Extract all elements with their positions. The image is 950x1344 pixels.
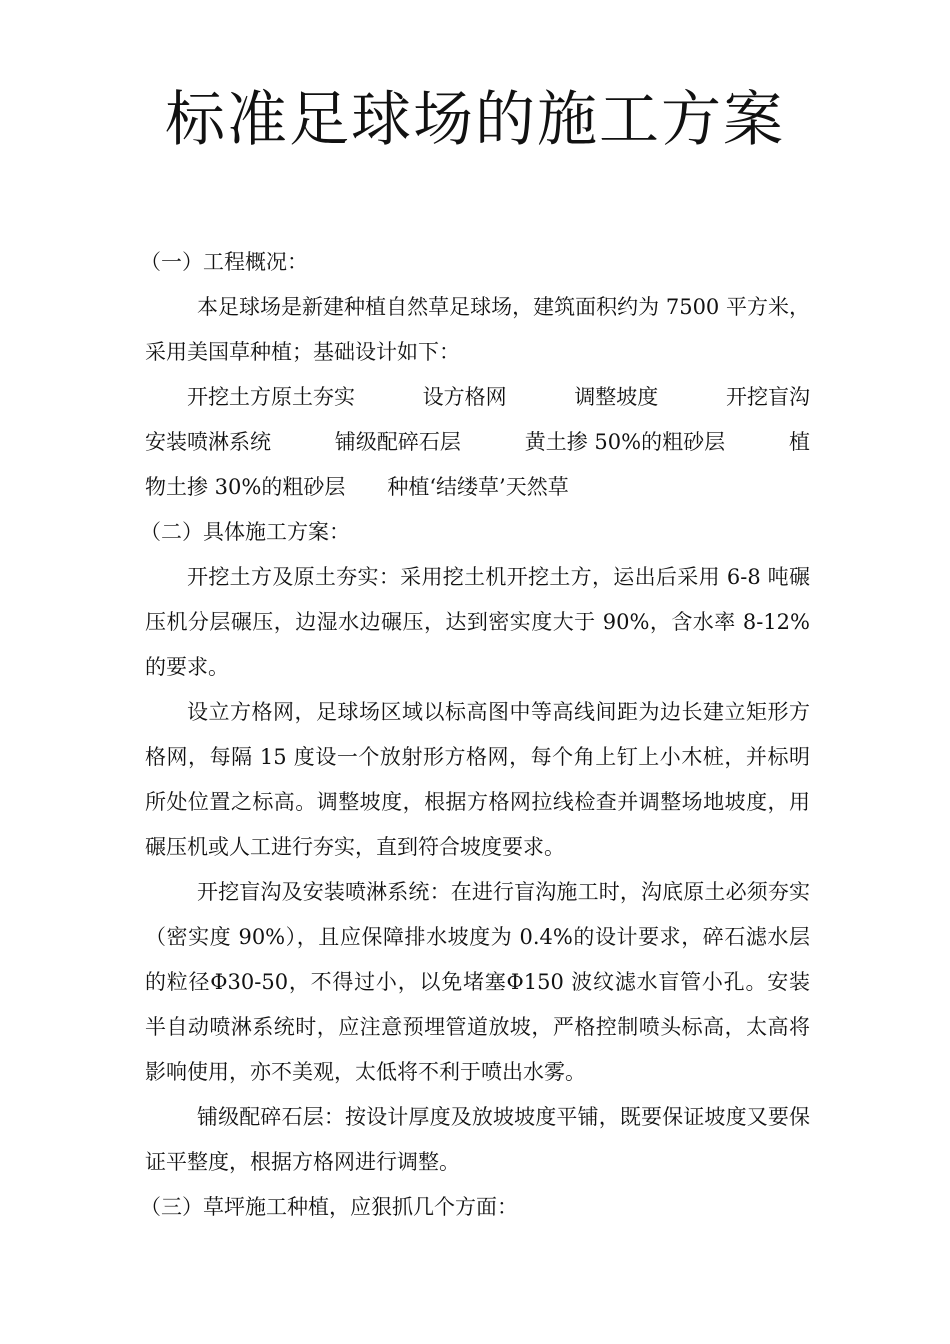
step-item: 调整坡度	[574, 385, 659, 409]
construction-steps-line-1	[145, 375, 810, 420]
section-heading-turf: （三）草坪施工种植，应狠抓几个方面：	[140, 1195, 518, 1219]
document-title: 标准足球场的施工方案	[165, 85, 785, 155]
step-item: 铺级配碎石层	[334, 430, 461, 454]
plan-paragraph-grid: 设立方格网，足球场区域以标高图中等高线间距为边长建立矩形方格网，每隔 15 度设一个放射形方格网，每个角上钉上小木桩，并标明所处位置之标高。调整坡度，根据方格网拉线检查并调整场地坡度，用碾压机或人工进行夯实，直到符合坡度要求。	[145, 700, 810, 859]
overview-paragraph: 本足球场是新建种植自然草足球场，建筑面积约为 7500 平方米，采用美国草种植；基础设计如下：	[145, 295, 810, 364]
step-item: 黄土掺 50%的粗砂层	[524, 430, 726, 454]
step-item: 安装喷淋系统	[145, 430, 271, 454]
construction-steps-line-3	[145, 465, 810, 510]
step-item: 开挖土方原土夯实	[187, 385, 355, 409]
plan-paragraph-drainage: 开挖盲沟及安装喷淋系统：在进行盲沟施工时，沟底原土必须夯实（密实度 90%），且应保障排水坡度为 0.4%的设计要求，碎石滤水层的粒径Φ30-50，不得过小，以免堵塞Φ150 波纹滤水盲管小孔。安装半自动喷淋系统时，应注意预埋管道放坡，严格控制喷头标高，太高将影响使用，亦不美观，太低将不利于喷出水雾。	[145, 880, 810, 1084]
plan-paragraph-excavation: 开挖土方及原土夯实：采用挖土机开挖土方，运出后采用 6-8 吨碾压机分层碾压，边湿水边碾压，达到密实度大于 90%，含水率 8-12%的要求。	[145, 565, 810, 679]
construction-steps-line-2	[145, 420, 810, 465]
step-item: 设方格网	[422, 385, 507, 409]
plan-paragraph-gravel: 铺级配碎石层：按设计厚度及放坡坡度平铺，既要保证坡度又要保证平整度，根据方格网进行调整。	[145, 1105, 810, 1174]
step-item: 种植‘结缕草’天然草	[387, 475, 569, 499]
section-heading-plan: （二）具体施工方案：	[140, 520, 350, 544]
step-item: 植	[788, 430, 810, 454]
document-body	[140, 240, 810, 1230]
step-item: 开挖盲沟	[725, 385, 810, 409]
section-heading-overview: （一）工程概况：	[140, 250, 308, 274]
step-item: 物土掺 30%的粗砂层	[145, 475, 346, 499]
